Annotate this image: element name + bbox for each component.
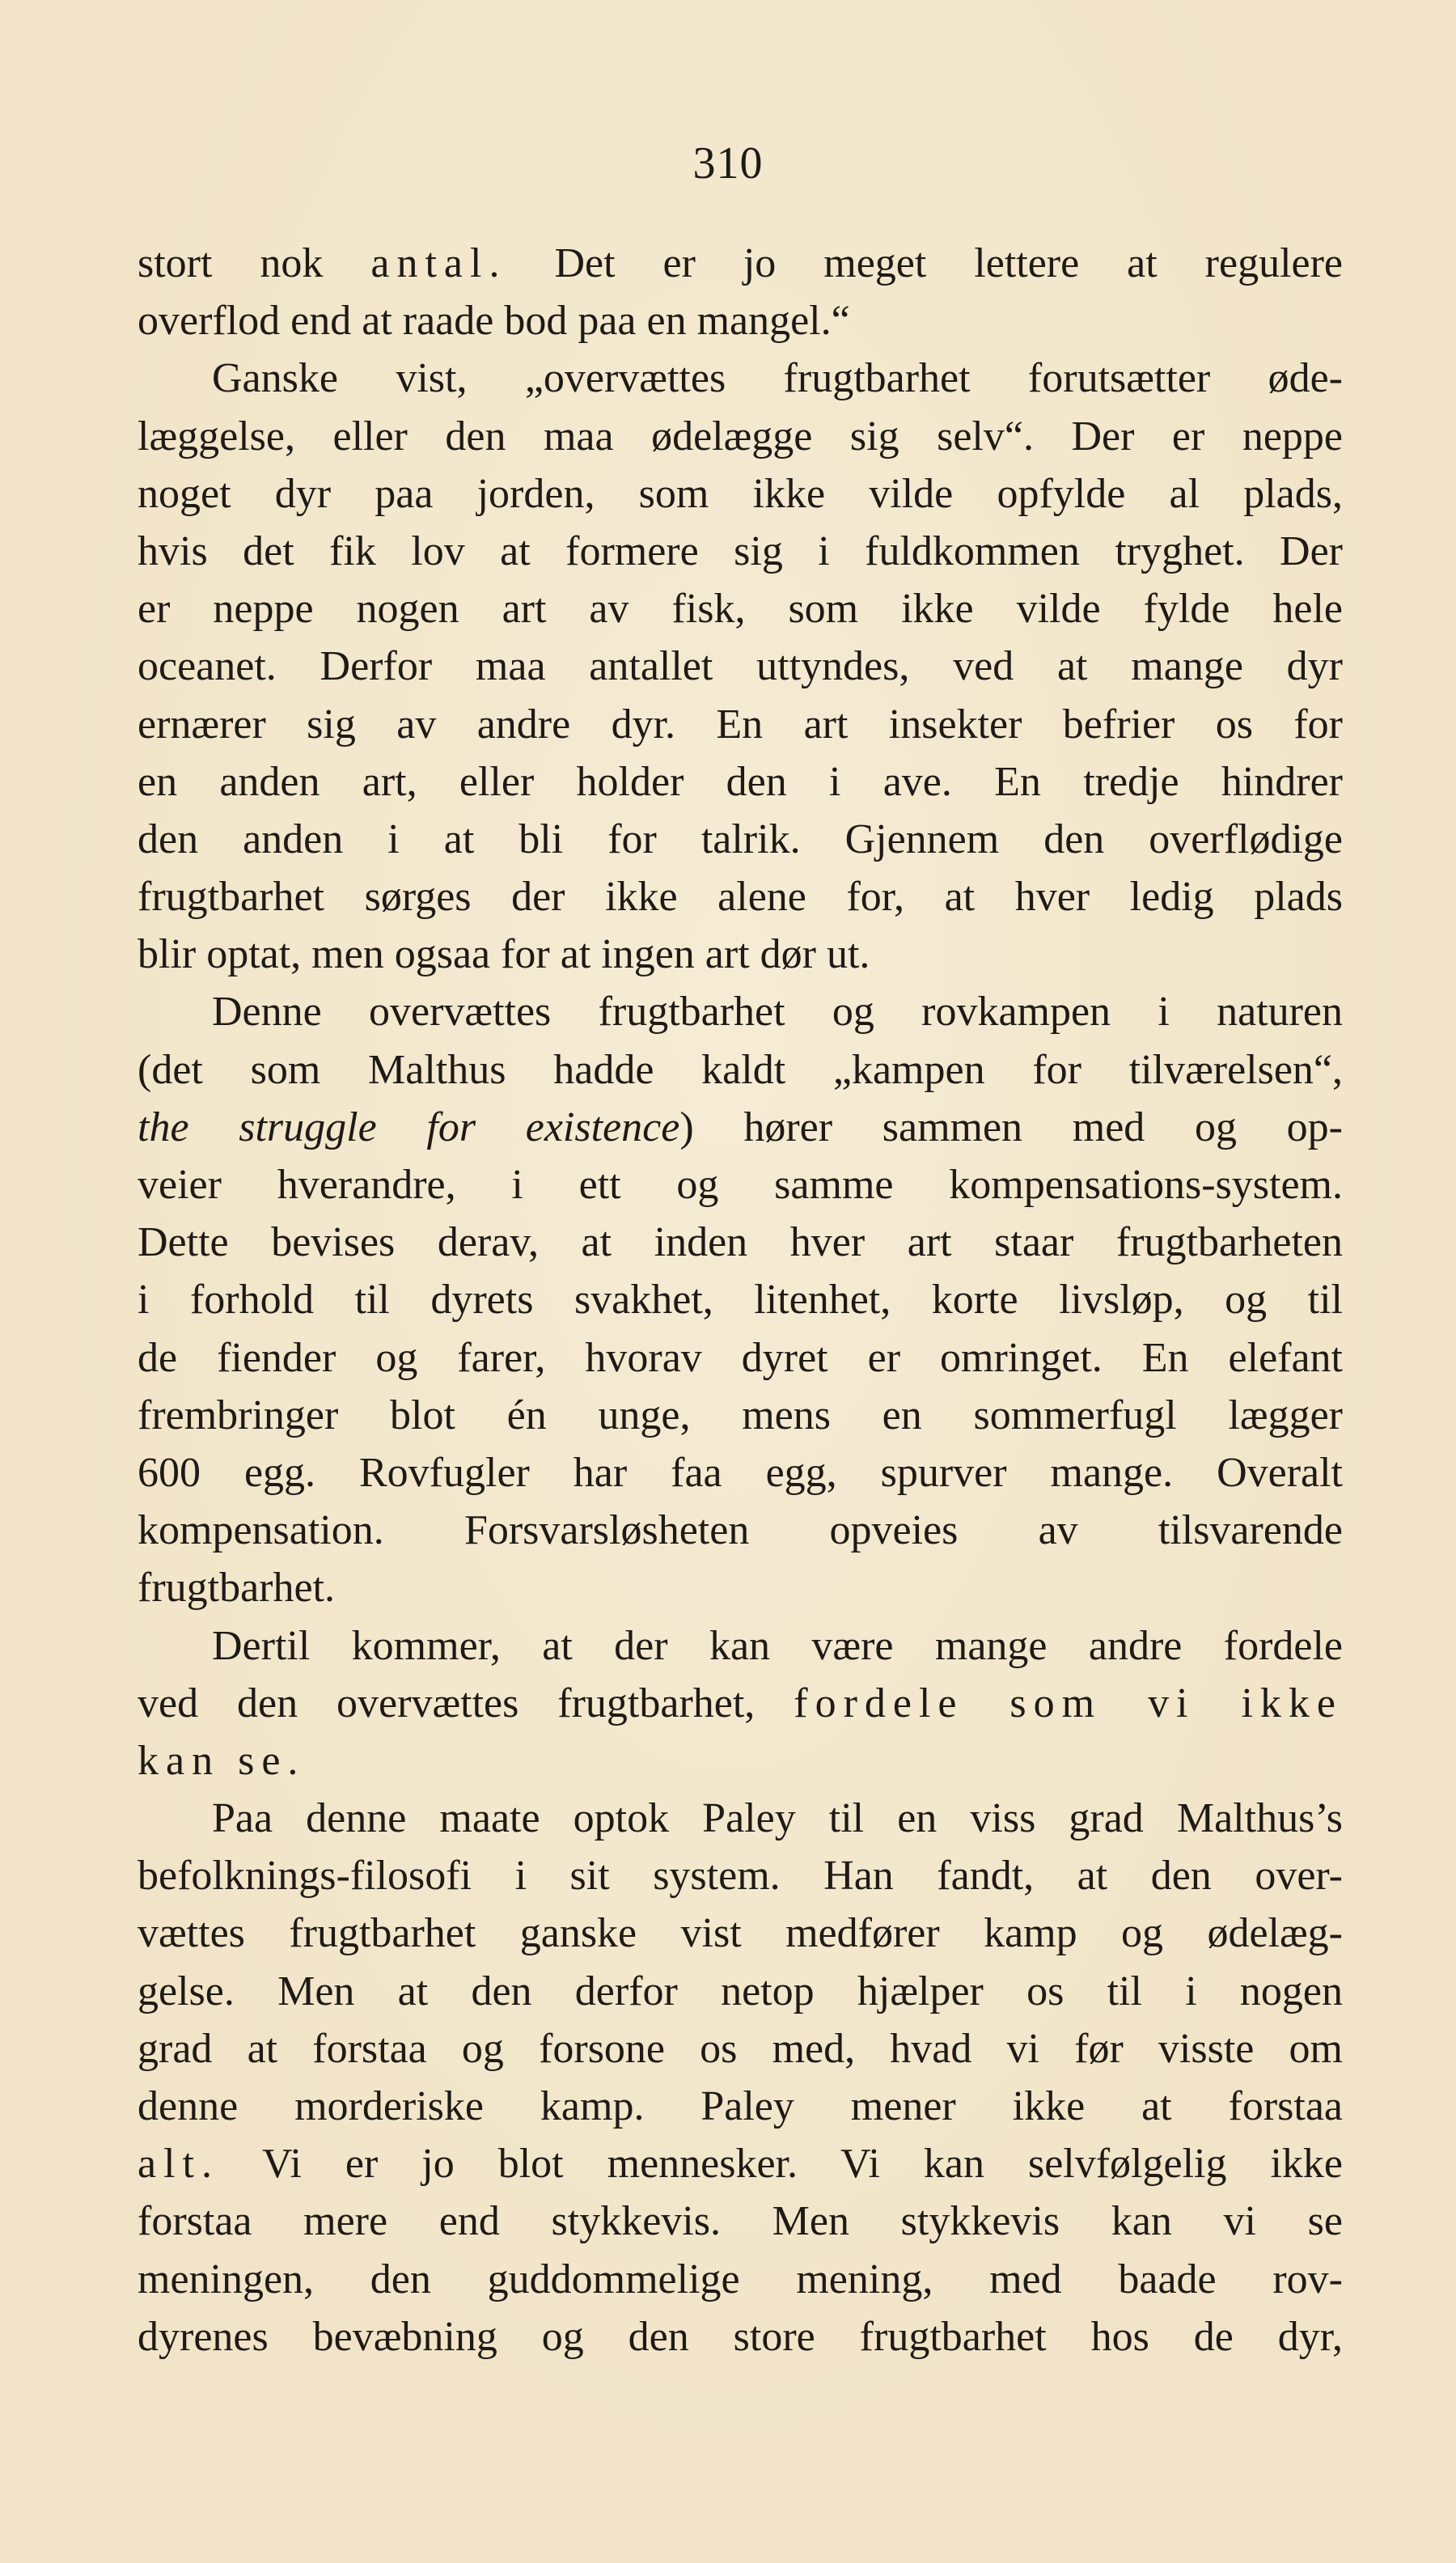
text-run: Paa denne maate optok Paley til en viss grad Malthus’s	[212, 1795, 1343, 1842]
text-line	[138, 2135, 1343, 2192]
text-run: blir optat, men ogsaa for at ingen art dør ut.	[138, 931, 870, 978]
text-line	[138, 1675, 1343, 1732]
text-run: Det er jo meget lettere at regulere	[506, 240, 1343, 286]
text-line	[138, 1790, 1343, 1847]
page-number: 310	[692, 138, 764, 189]
text-line	[138, 1041, 1343, 1099]
text-run: Ganske vist, „overvættes frugtbarhet forutsætter øde-	[212, 355, 1343, 402]
text-run: Dette bevises derav, at inden hver art staar frugtbarheten	[138, 1219, 1343, 1266]
text-line	[138, 1156, 1343, 1214]
text-run: veier hverandre, i ett og samme kompensations-system.	[138, 1162, 1343, 1208]
text-run: ved den overvættes frugtbarhet,	[138, 1680, 794, 1726]
text-line	[138, 2078, 1343, 2135]
text-run: en anden art, eller holder den i ave. En tredje hindrer	[138, 758, 1343, 805]
text-line	[138, 1847, 1343, 1904]
text-line	[138, 292, 1343, 350]
spaced-text: alt.	[138, 2141, 219, 2188]
text-line	[138, 408, 1343, 465]
italic-text: the struggle for existence	[138, 1104, 680, 1150]
spaced-text: antal.	[370, 240, 507, 286]
text-run: overflod end at raade bod paa en mangel.“	[138, 298, 850, 345]
text-line	[138, 2251, 1343, 2308]
text-line	[138, 1732, 1343, 1790]
text-line	[138, 1214, 1343, 1271]
text-line	[138, 1904, 1343, 1962]
text-line	[138, 1559, 1343, 1616]
text-line	[138, 638, 1343, 695]
text-line	[138, 350, 1343, 407]
text-line	[138, 983, 1343, 1040]
text-run: Denne overvættes frugtbarhet og rovkampen i naturen	[212, 989, 1343, 1036]
text-line	[138, 1502, 1343, 1559]
text-run: dyrenes bevæbning og den store frugtbarhet hos de dyr,	[138, 2313, 1343, 2360]
text-run: oceanet. Derfor maa antallet uttyndes, ved at mange dyr	[138, 643, 1343, 690]
text-line	[138, 2192, 1343, 2250]
text-line	[138, 1617, 1343, 1675]
text-run: Dertil kommer, at der kan være mange andre fordele	[212, 1622, 1343, 1669]
text-run: Vi er jo blot mennesker. Vi kan selvfølgelig ikke	[218, 2141, 1343, 2188]
text-line	[138, 1387, 1343, 1444]
text-run: kompensation. Forsvarsløsheten opveies av tilsvarende	[138, 1507, 1343, 1554]
text-run: ernærer sig av andre dyr. En art insekter befrier os for	[138, 701, 1343, 748]
text-run: forstaa mere end stykkevis. Men stykkevis kan vi se	[138, 2198, 1343, 2245]
text-run: noget dyr paa jorden, som ikke vilde opfylde al plads,	[138, 470, 1343, 517]
text-run: i forhold til dyrets svakhet, litenhet, korte livsløp, og til	[138, 1277, 1343, 1324]
text-line	[138, 2020, 1343, 2078]
text-line	[138, 926, 1343, 983]
text-run: grad at forstaa og forsone os med, hvad vi før visste om	[138, 2025, 1343, 2072]
text-line	[138, 1099, 1343, 1156]
text-run: den anden i at bli for talrik. Gjennem den overflødige	[138, 816, 1343, 862]
text-run: vættes frugtbarhet ganske vist medfører kamp og ødelæg-	[138, 1910, 1343, 1957]
text-line	[138, 523, 1343, 580]
text-run: stort nok	[138, 240, 371, 286]
text-line	[138, 868, 1343, 926]
spaced-text: kan se.	[138, 1737, 306, 1784]
text-line	[138, 1329, 1343, 1387]
text-run: denne morderiske kamp. Paley mener ikke at forstaa	[138, 2083, 1343, 2129]
text-run: de fiender og farer, hvorav dyret er omringet. En elefant	[138, 1334, 1343, 1381]
text-line	[138, 753, 1343, 811]
text-line	[138, 811, 1343, 868]
text-line	[138, 1444, 1343, 1502]
text-run: hvis det fik lov at formere sig i fuldkommen tryghet. Der	[138, 527, 1343, 574]
text-run: befolknings-filosofi i sit system. Han fandt, at den over-	[138, 1853, 1343, 1900]
text-run: er neppe nogen art av fisk, som ikke vilde fylde hele	[138, 586, 1343, 633]
body-text	[138, 235, 1343, 2366]
text-run: ) hører sammen med og op-	[679, 1104, 1343, 1150]
text-run: 600 egg. Rovfugler har faa egg, spurver mange. Overalt	[138, 1449, 1343, 1496]
text-run: frugtbarhet sørges der ikke alene for, at hver ledig plads	[138, 874, 1343, 921]
text-line	[138, 1963, 1343, 2020]
text-run: meningen, den guddommelige mening, med baade rov-	[138, 2256, 1343, 2302]
text-run: (det som Malthus hadde kaldt „kampen for tilværelsen“,	[138, 1046, 1343, 1093]
text-run: frugtbarhet.	[138, 1565, 336, 1612]
text-line	[138, 696, 1343, 753]
text-line	[138, 580, 1343, 638]
text-run: frembringer blot én unge, mens en sommerfugl lægger	[138, 1392, 1343, 1438]
text-line	[138, 1271, 1343, 1328]
text-line	[138, 465, 1343, 523]
text-run: gelse. Men at den derfor netop hjælper os til i nogen	[138, 1968, 1343, 2014]
text-line	[138, 2308, 1343, 2366]
text-run: læggelse, eller den maa ødelægge sig selv“. Der er neppe	[138, 413, 1343, 460]
spaced-text: fordele som vi ikke	[794, 1680, 1343, 1726]
text-line	[138, 235, 1343, 292]
